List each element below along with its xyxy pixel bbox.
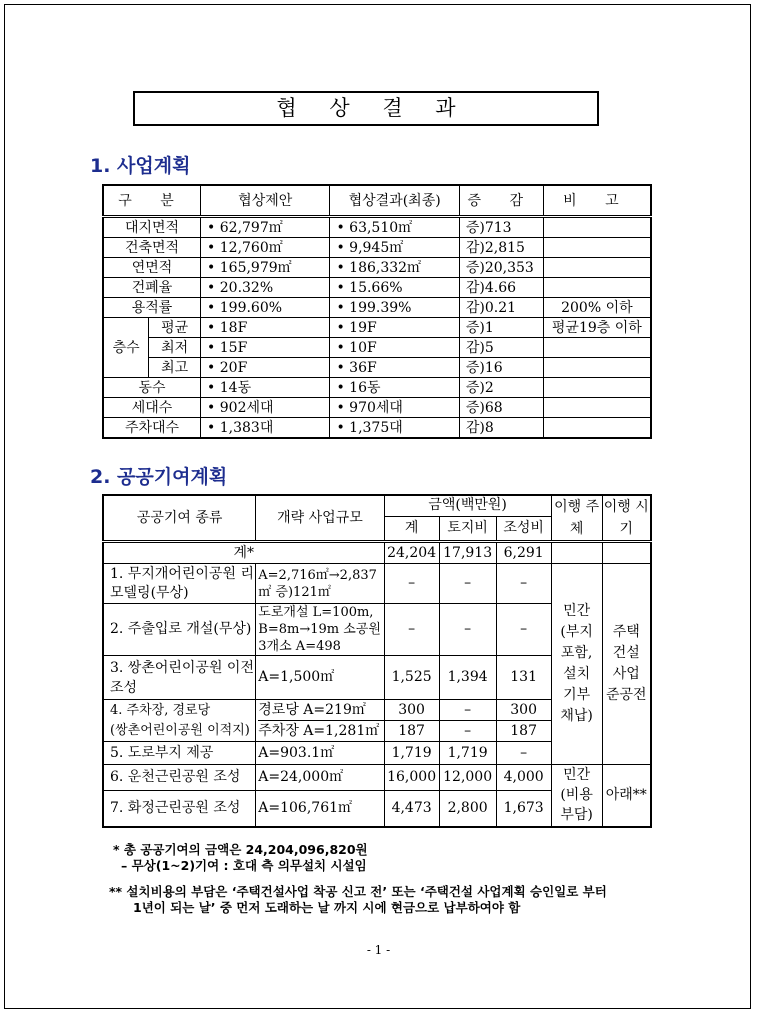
header-change: 증 감 [459, 185, 543, 217]
table-header-row [103, 185, 651, 217]
item-scale: A=24,000㎡ [256, 765, 384, 791]
proposal-value: • 12,760㎡ [201, 238, 330, 258]
item-name [103, 700, 256, 742]
item-total: 1,719 [384, 742, 439, 765]
footnote-4: 1년이 되는 날’ 중 먼저 도래하는 날 까지 시에 현금으로 납부하여야 함 [133, 900, 521, 915]
proposal-value: • 20F [201, 358, 330, 378]
item-total-line: 187 [385, 720, 439, 741]
row-label: 건축면적 [103, 238, 201, 258]
header-land: 토지비 [439, 516, 496, 541]
header-result: 협상결과(최종) [330, 185, 459, 217]
row-label: 연면적 [103, 258, 201, 278]
header-subject: 이행 주체 [551, 495, 602, 542]
section-1-heading: 1. 사업계획 [90, 155, 191, 177]
proposal-value: • 20.32% [201, 278, 330, 298]
result-value: • 186,332㎡ [330, 258, 459, 278]
note-value [543, 378, 651, 398]
item-name: 5. 도로부지 제공 [103, 742, 256, 765]
item-total: 16,000 [384, 765, 439, 791]
item-scale-line: 경로당 A=219㎡ [258, 702, 366, 718]
item-scale: A=106,761㎡ [256, 791, 384, 827]
note-value [543, 358, 651, 378]
note-value: 평균19층 이하 [543, 318, 651, 338]
table-row [103, 378, 651, 398]
item-name-line: 4. 주차장, 경로당 [110, 702, 211, 718]
page-number: - 1 - [366, 943, 391, 957]
proposal-value: • 18F [201, 318, 330, 338]
item-total: – [384, 564, 439, 604]
proposal-value: • 14동 [201, 378, 330, 398]
item-scale: 도로개설 L=100m, B=8m→19m 소공원 3개소 A=498 [256, 604, 384, 656]
sum-total: 24,204 [384, 542, 439, 564]
proposal-value: • 1,383대 [201, 418, 330, 439]
footnote-1: * 총 공공기여의 금액은 24,204,096,820원 [113, 842, 368, 857]
header-timing: 이행 시기 [602, 495, 651, 542]
header-type: 공공기여 종류 [103, 495, 256, 542]
change-value: 감)4.66 [459, 278, 543, 298]
sum-label: 계* [103, 542, 384, 564]
table-row [103, 278, 651, 298]
proposal-value: • 165,979㎡ [201, 258, 330, 278]
table-header-row [103, 495, 651, 516]
sum-land: 17,913 [439, 542, 496, 564]
document-title: 협 상 결 과 [133, 91, 599, 126]
change-value: 증)1 [459, 318, 543, 338]
table-row [103, 564, 651, 604]
change-value: 증)68 [459, 398, 543, 418]
proposal-value: • 62,797㎡ [201, 217, 330, 238]
timing-a: 주택 건설 사업 준공전 [602, 564, 651, 765]
item-build: – [496, 564, 551, 604]
proposal-value: • 902세대 [201, 398, 330, 418]
footnotes [109, 842, 607, 916]
header-note: 비 고 [543, 185, 651, 217]
note-value [543, 338, 651, 358]
item-name: 3. 쌍촌어린이공원 이전 조성 [103, 656, 256, 700]
table-row [103, 418, 651, 439]
footnote-2: – 무상(1~2)기여 : 호대 측 의무설치 시설임 [121, 858, 367, 873]
item-land: 1,394 [439, 656, 496, 700]
item-name-line: (쌍촌어린이공원 이적지) [110, 722, 250, 738]
item-land: – [439, 604, 496, 656]
item-build: – [496, 604, 551, 656]
table-row [103, 765, 651, 791]
item-name: 6. 운천근린공원 조성 [103, 765, 256, 791]
change-value: 감)5 [459, 338, 543, 358]
note-value [543, 278, 651, 298]
table-row [103, 258, 651, 278]
sum-row [103, 542, 651, 564]
item-scale: A=903.1㎡ [256, 742, 384, 765]
empty-cell [551, 542, 602, 564]
change-value: 증)16 [459, 358, 543, 378]
change-value: 증)2 [459, 378, 543, 398]
item-name: 1. 무지개어린이공원 리모델링(무상) [103, 564, 256, 604]
change-value: 감)2,815 [459, 238, 543, 258]
section-2-heading: 2. 공공기여계획 [90, 466, 228, 488]
proposal-value: • 199.60% [201, 298, 330, 318]
subject-b: 민간 (비용 부담) [551, 765, 602, 827]
row-label: 주차대수 [103, 418, 201, 439]
table-row [103, 238, 651, 258]
note-value [543, 258, 651, 278]
note-value: 200% 이하 [543, 298, 651, 318]
item-build: 131 [496, 656, 551, 700]
item-build: 4,000 [496, 765, 551, 791]
header-proposal: 협상제안 [201, 185, 330, 217]
item-name: 2. 주출입로 개설(무상) [103, 604, 256, 656]
item-build: 1,673 [496, 791, 551, 827]
item-scale: A=2,716㎡→2,837㎡ 증)121㎡ [256, 564, 384, 604]
row-label: 세대수 [103, 398, 201, 418]
row-label: 평균 [149, 318, 201, 338]
result-value: • 970세대 [330, 398, 459, 418]
header-category: 구 분 [103, 185, 201, 217]
item-land: 1,719 [439, 742, 496, 765]
empty-cell [602, 542, 651, 564]
result-value: • 19F [330, 318, 459, 338]
item-total: 1,525 [384, 656, 439, 700]
item-scale [256, 700, 384, 742]
table-row [103, 217, 651, 238]
header-scale: 개략 사업규모 [256, 495, 384, 542]
item-build-line: 300 [510, 702, 537, 718]
header-build: 조성비 [496, 516, 551, 541]
item-total: 4,473 [384, 791, 439, 827]
row-label: 최저 [149, 338, 201, 358]
item-scale-line: 주차장 A=1,281㎡ [258, 720, 383, 741]
floors-label: 층수 [103, 318, 149, 378]
note-value [543, 217, 651, 238]
row-label: 최고 [149, 358, 201, 378]
result-value: • 199.39% [330, 298, 459, 318]
table-row [103, 398, 651, 418]
table-row [103, 318, 651, 338]
item-total-line: 300 [398, 702, 425, 718]
sum-build: 6,291 [496, 542, 551, 564]
change-value: 감)0.21 [459, 298, 543, 318]
table-row [103, 298, 651, 318]
item-scale: A=1,500㎡ [256, 656, 384, 700]
result-value: • 15.66% [330, 278, 459, 298]
business-plan-table [102, 184, 652, 439]
public-contribution-table [102, 494, 652, 828]
result-value: • 9,945㎡ [330, 238, 459, 258]
table-row [103, 358, 651, 378]
change-value: 증)20,353 [459, 258, 543, 278]
item-build [496, 700, 551, 742]
item-total [384, 700, 439, 742]
result-value: • 63,510㎡ [330, 217, 459, 238]
change-value: 증)713 [459, 217, 543, 238]
item-build-line: 187 [497, 720, 551, 741]
timing-b: 아래** [602, 765, 651, 827]
item-land-line: – [440, 720, 496, 741]
footnote-3: ** 설치비용의 부담은 ‘주택건설사업 착공 신고 전’ 또는 ‘주택건설 사업계획 승인일로 부터 [109, 884, 607, 899]
row-label: 건폐율 [103, 278, 201, 298]
result-value: • 16동 [330, 378, 459, 398]
item-land-line: – [464, 702, 472, 718]
subject-a: 민간 (부지 포함, 설치 기부 채납) [551, 564, 602, 765]
item-land [439, 700, 496, 742]
row-label: 용적률 [103, 298, 201, 318]
note-value [543, 238, 651, 258]
row-label: 동수 [103, 378, 201, 398]
proposal-value: • 15F [201, 338, 330, 358]
result-value: • 1,375대 [330, 418, 459, 439]
note-value [543, 398, 651, 418]
item-total: – [384, 604, 439, 656]
item-land: – [439, 564, 496, 604]
item-name: 7. 화정근린공원 조성 [103, 791, 256, 827]
result-value: • 36F [330, 358, 459, 378]
item-land: 2,800 [439, 791, 496, 827]
table-row [103, 338, 651, 358]
item-build: – [496, 742, 551, 765]
item-land: 12,000 [439, 765, 496, 791]
header-total: 계 [384, 516, 439, 541]
result-value: • 10F [330, 338, 459, 358]
header-amount: 금액(백만원) [384, 495, 551, 516]
row-label: 대지면적 [103, 217, 201, 238]
change-value: 감)8 [459, 418, 543, 439]
note-value [543, 418, 651, 439]
